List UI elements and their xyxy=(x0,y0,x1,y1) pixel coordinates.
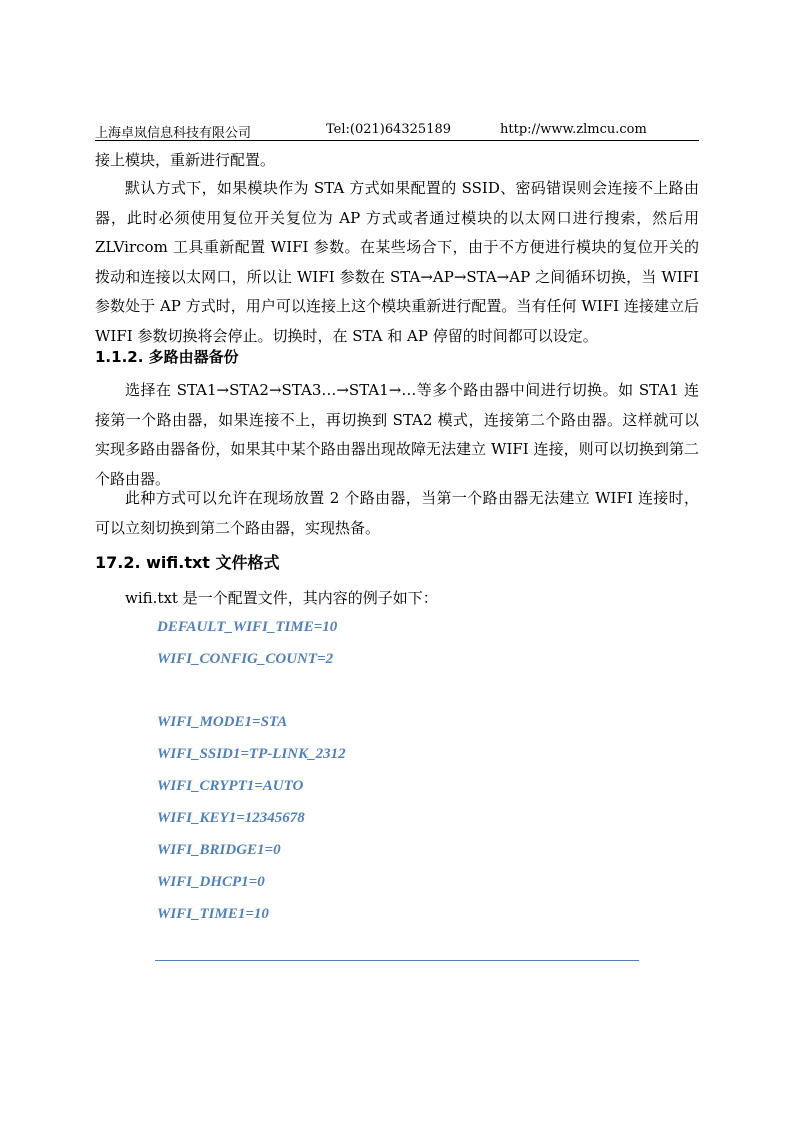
config-line: WIFI_BRIDGE1=0 xyxy=(157,842,281,858)
config-line: WIFI_MODE1=STA xyxy=(157,714,288,730)
paragraph-hot-standby: 此种方式可以允许在现场放置 2 个路由器，当第一个路由器无法建立 WIFI 连接时，可以立刻切换到第二个路由器，实现热备。 xyxy=(95,489,699,537)
config-line: WIFI_CRYPT1=AUTO xyxy=(157,778,304,794)
paragraph-multi-router: 选择在 STA1→STA2→STA3…→STA1→…等多个路由器中间进行切换。如 STA1 连接第一个路由器，如果连接不上，再切换到 STA2 模式，连接第二个路由器。这样就可以实现多路由器备份，如果其中某个路由器出现故障无法建立 WIFI 连接，则可以切换到第二个路由器。 xyxy=(95,381,699,488)
config-bottom-rule xyxy=(155,960,639,961)
config-intro: wifi.txt 是一个配置文件，其内容的例子如下： xyxy=(125,589,438,607)
section-heading-wifi-txt: 17.2. wifi.txt 文件格式 xyxy=(95,553,280,572)
section-heading-multi-router: 1.1.2. 多路由器备份 xyxy=(95,348,239,366)
config-line: WIFI_SSID1=TP-LINK_2312 xyxy=(157,746,346,762)
header-tel: Tel:(021)64325189 xyxy=(326,122,452,137)
paragraph-default-mode: 默认方式下，如果模块作为 STA 方式如果配置的 SSID、密码错误则会连接不上路由器，此时必须使用复位开关复位为 AP 方式或者通过模块的以太网口进行搜索，然后用 ZLVircom 工具重新配置 WIFI 参数。在某些场合下，由于不方便进行模块的复位开关的拨动和连接以太网口，所以让 WIFI 参数在 STA→AP→STA→AP 之间循环切换，当 WIFI 参数处于 AP 方式时，用户可以连接上这个模块重新进行配置。当有任何 WIFI 连接建立后 WIFI 参数切换将会停止。切换时，在 STA 和 AP 停留的时间都可以设定。 xyxy=(95,179,699,345)
config-line: WIFI_KEY1=12345678 xyxy=(157,810,305,826)
header-company: 上海卓岚信息科技有限公司 xyxy=(95,126,252,141)
config-line: DEFAULT_WIFI_TIME=10 xyxy=(157,619,338,635)
header-rule xyxy=(95,140,699,141)
config-line: WIFI_CONFIG_COUNT=2 xyxy=(157,651,334,667)
paragraph-continuation: 接上模块，重新进行配置。 xyxy=(95,151,276,169)
header-url: http://www.zlmcu.com xyxy=(500,122,647,137)
config-line: WIFI_DHCP1=0 xyxy=(157,874,265,890)
config-line: WIFI_TIME1=10 xyxy=(157,906,269,922)
